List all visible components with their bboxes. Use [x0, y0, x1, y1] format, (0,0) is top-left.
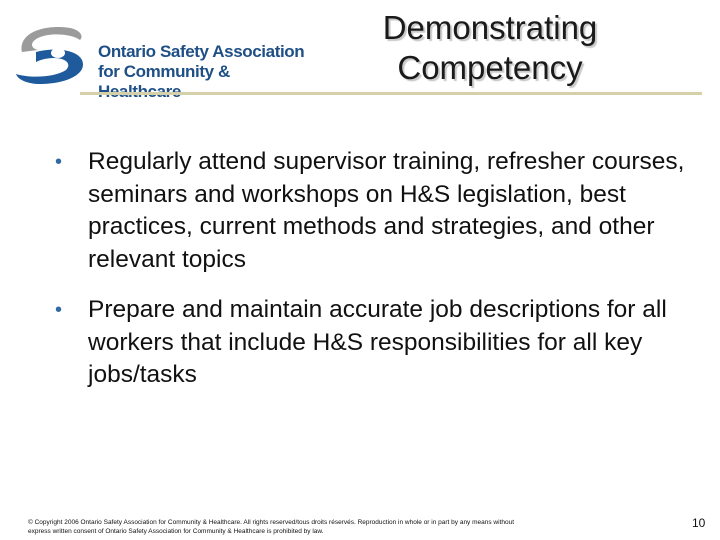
- bullet-text: Regularly attend supervisor training, refresher courses, seminars and workshops on H&S legislation, best practices, current methods and strategies, and other relevant topics: [88, 148, 685, 273]
- bullet-list: [55, 146, 695, 392]
- bullet-item: [55, 294, 695, 392]
- logo-line-2: for Community &: [98, 62, 230, 81]
- bullet-item: [55, 146, 695, 276]
- osach-logo: [10, 18, 310, 90]
- bullet-icon: •: [55, 299, 63, 321]
- footer-line-1: © Copyright 2006 Ontario Safety Association for Community & Healthcare. All rights reserved/tous droits réservés. Reproduction in whole or in part by any means without: [28, 519, 515, 526]
- footer-line-2: express written consent of Ontario Safety Association for Community & Healthcare is prohibited by law.: [28, 528, 324, 535]
- header-rule: [80, 92, 702, 95]
- slide-title: [355, 8, 625, 88]
- bullet-icon: •: [55, 151, 63, 173]
- copyright-footer: [28, 518, 668, 536]
- slide-title-line-2: Competency: [397, 49, 583, 86]
- page-number: 10: [692, 516, 706, 530]
- slide-title-line-1: Demonstrating: [382, 9, 598, 46]
- bullet-text: Prepare and maintain accurate job descriptions for all workers that include H&S responsibilities for all key jobs/tasks: [88, 296, 667, 388]
- logo-line-1: Ontario Safety Association: [98, 42, 305, 61]
- osach-swoosh-icon: [10, 18, 100, 90]
